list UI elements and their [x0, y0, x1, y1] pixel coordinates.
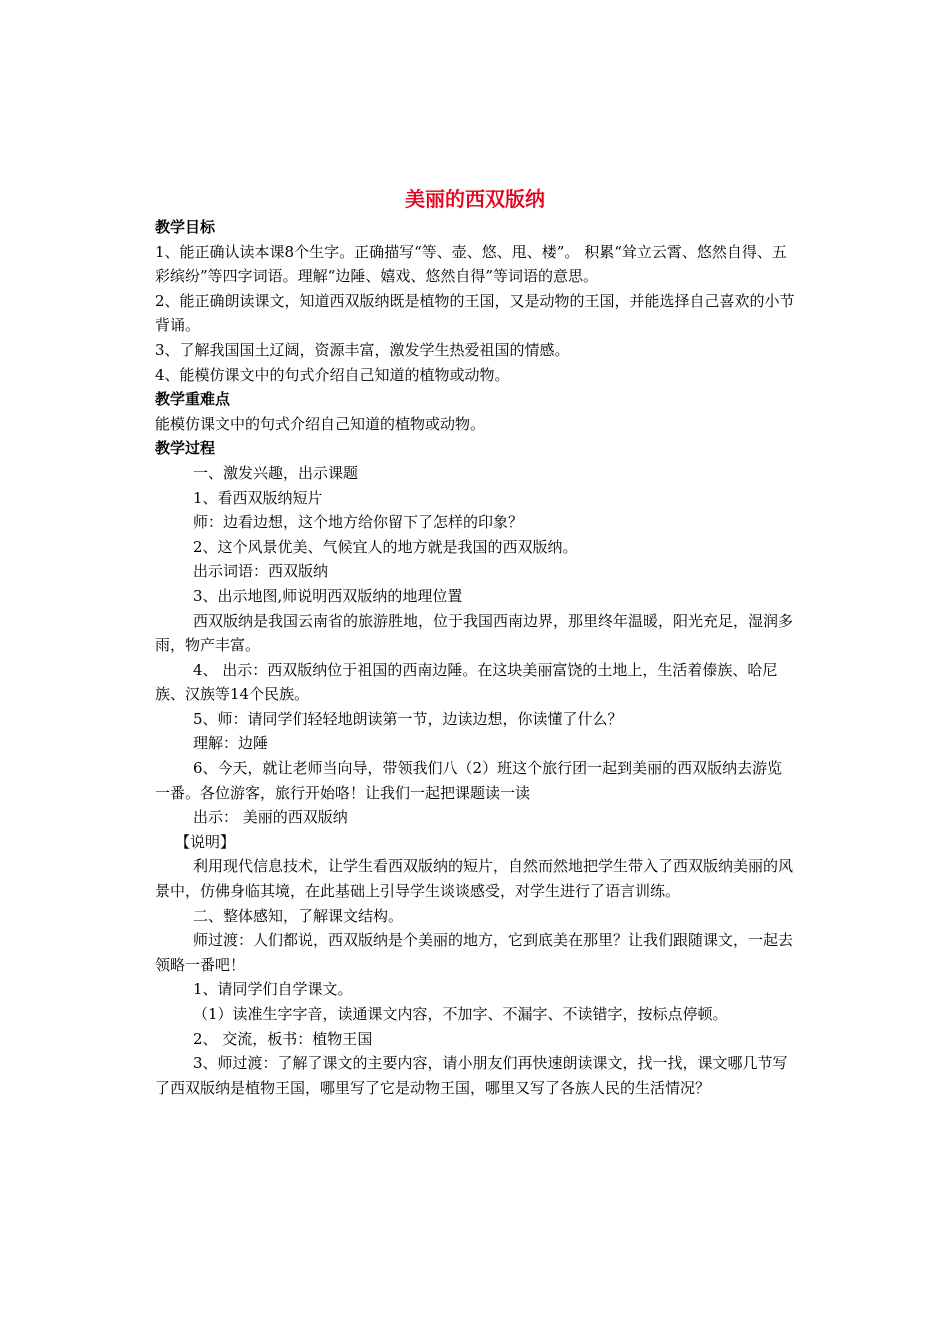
process-paragraph: 西双版纳是我国云南省的旅游胜地，位于我国西南边界，那里终年温暖，阳光充足，湿润多雨，物产丰富。: [155, 611, 794, 655]
key-text: 能模仿课文中的句式介绍自己知道的植物或动物。: [155, 414, 486, 433]
process-paragraph: 师：边看边想，这个地方给你留下了怎样的印象？: [193, 513, 524, 532]
process-paragraph: 二、整体感知，了解课文结构。: [193, 906, 404, 925]
goal-item: 4、能模仿课文中的句式介绍自己知道的植物或动物。: [155, 365, 510, 384]
process-paragraph: （1）读准生字字音，读通课文内容，不加字、不漏字、不读错字，按标点停顿。: [193, 1005, 728, 1023]
process-heading: 教学过程: [155, 439, 216, 458]
page-title: 美丽的西双版纳: [405, 187, 545, 211]
process-paragraph: 6、今天，就让老师当向导，带领我们八（2）班这个旅行团一起到美丽的西双版纳去游览一番。各位游客，旅行开始咯！让我们一起把课题读一读: [155, 759, 783, 802]
process-paragraph: 利用现代信息技术，让学生看西双版纳的短片，自然而然地把学生带入了西双版纳美丽的风景中，仿佛身临其境，在此基础上引导学生谈谈感受，对学生进行了语言训练。: [155, 857, 794, 901]
process-paragraph: 3、出示地图,师说明西双版纳的地理位置: [193, 586, 463, 605]
process-paragraph: 出示词语：西双版纳: [193, 562, 329, 581]
goal-item: 1、能正确认读本课8个生字。正确描写“等、壶、悠、甩、楼”。 积累“耸立云霄、悠然自得、五彩缤纷”等四字词语。理解“边陲、嬉戏、悠然自得”等词语的意思。: [155, 242, 787, 286]
process-paragraph: 出示： 美丽的西双版纳: [193, 808, 348, 827]
process-paragraph: 3、师过渡：了解了课文的主要内容，请小朋友们再快速朗读课文，找一找，课文哪几节写了西双版纳是植物王国，哪里写了它是动物王国，哪里又写了各族人民的生活情况？: [155, 1054, 788, 1097]
process-paragraph: 1、看西双版纳短片: [193, 488, 323, 507]
key-heading: 教学重难点: [155, 390, 231, 409]
note-label: 【说明】: [175, 832, 236, 851]
process-paragraph: 5、师：请同学们轻轻地朗读第一节，边读边想，你读懂了什么？: [193, 709, 623, 728]
process-paragraph: 师过渡：人们都说，西双版纳是个美丽的地方，它到底美在那里？让我们跟随课文，一起去领略一番吧！: [155, 931, 794, 974]
document-page: [155, 185, 795, 1100]
process-paragraph: 1、请同学们自学课文。: [193, 980, 353, 999]
process-paragraph: 理解：边陲: [193, 734, 269, 753]
process-paragraph: 2、 交流，板书：植物王国: [193, 1029, 373, 1048]
goal-item: 3、了解我国国土辽阔，资源丰富，激发学生热爱祖国的情感。: [155, 340, 570, 359]
goals-heading: 教学目标: [155, 218, 216, 236]
process-paragraph: 一、激发兴趣，出示课题: [193, 463, 359, 482]
goal-item: 2、能正确朗读课文，知道西双版纳既是植物的王国，又是动物的王国，并能选择自己喜欢的小节背诵。: [155, 291, 795, 335]
process-paragraph: 4、 出示：西双版纳位于祖国的西南边陲。在这块美丽富饶的土地上，生活着傣族、哈尼族、汉族等14个民族。: [155, 660, 778, 704]
process-paragraph: 2、这个风景优美、气候宜人的地方就是我国的西双版纳。: [193, 537, 578, 556]
